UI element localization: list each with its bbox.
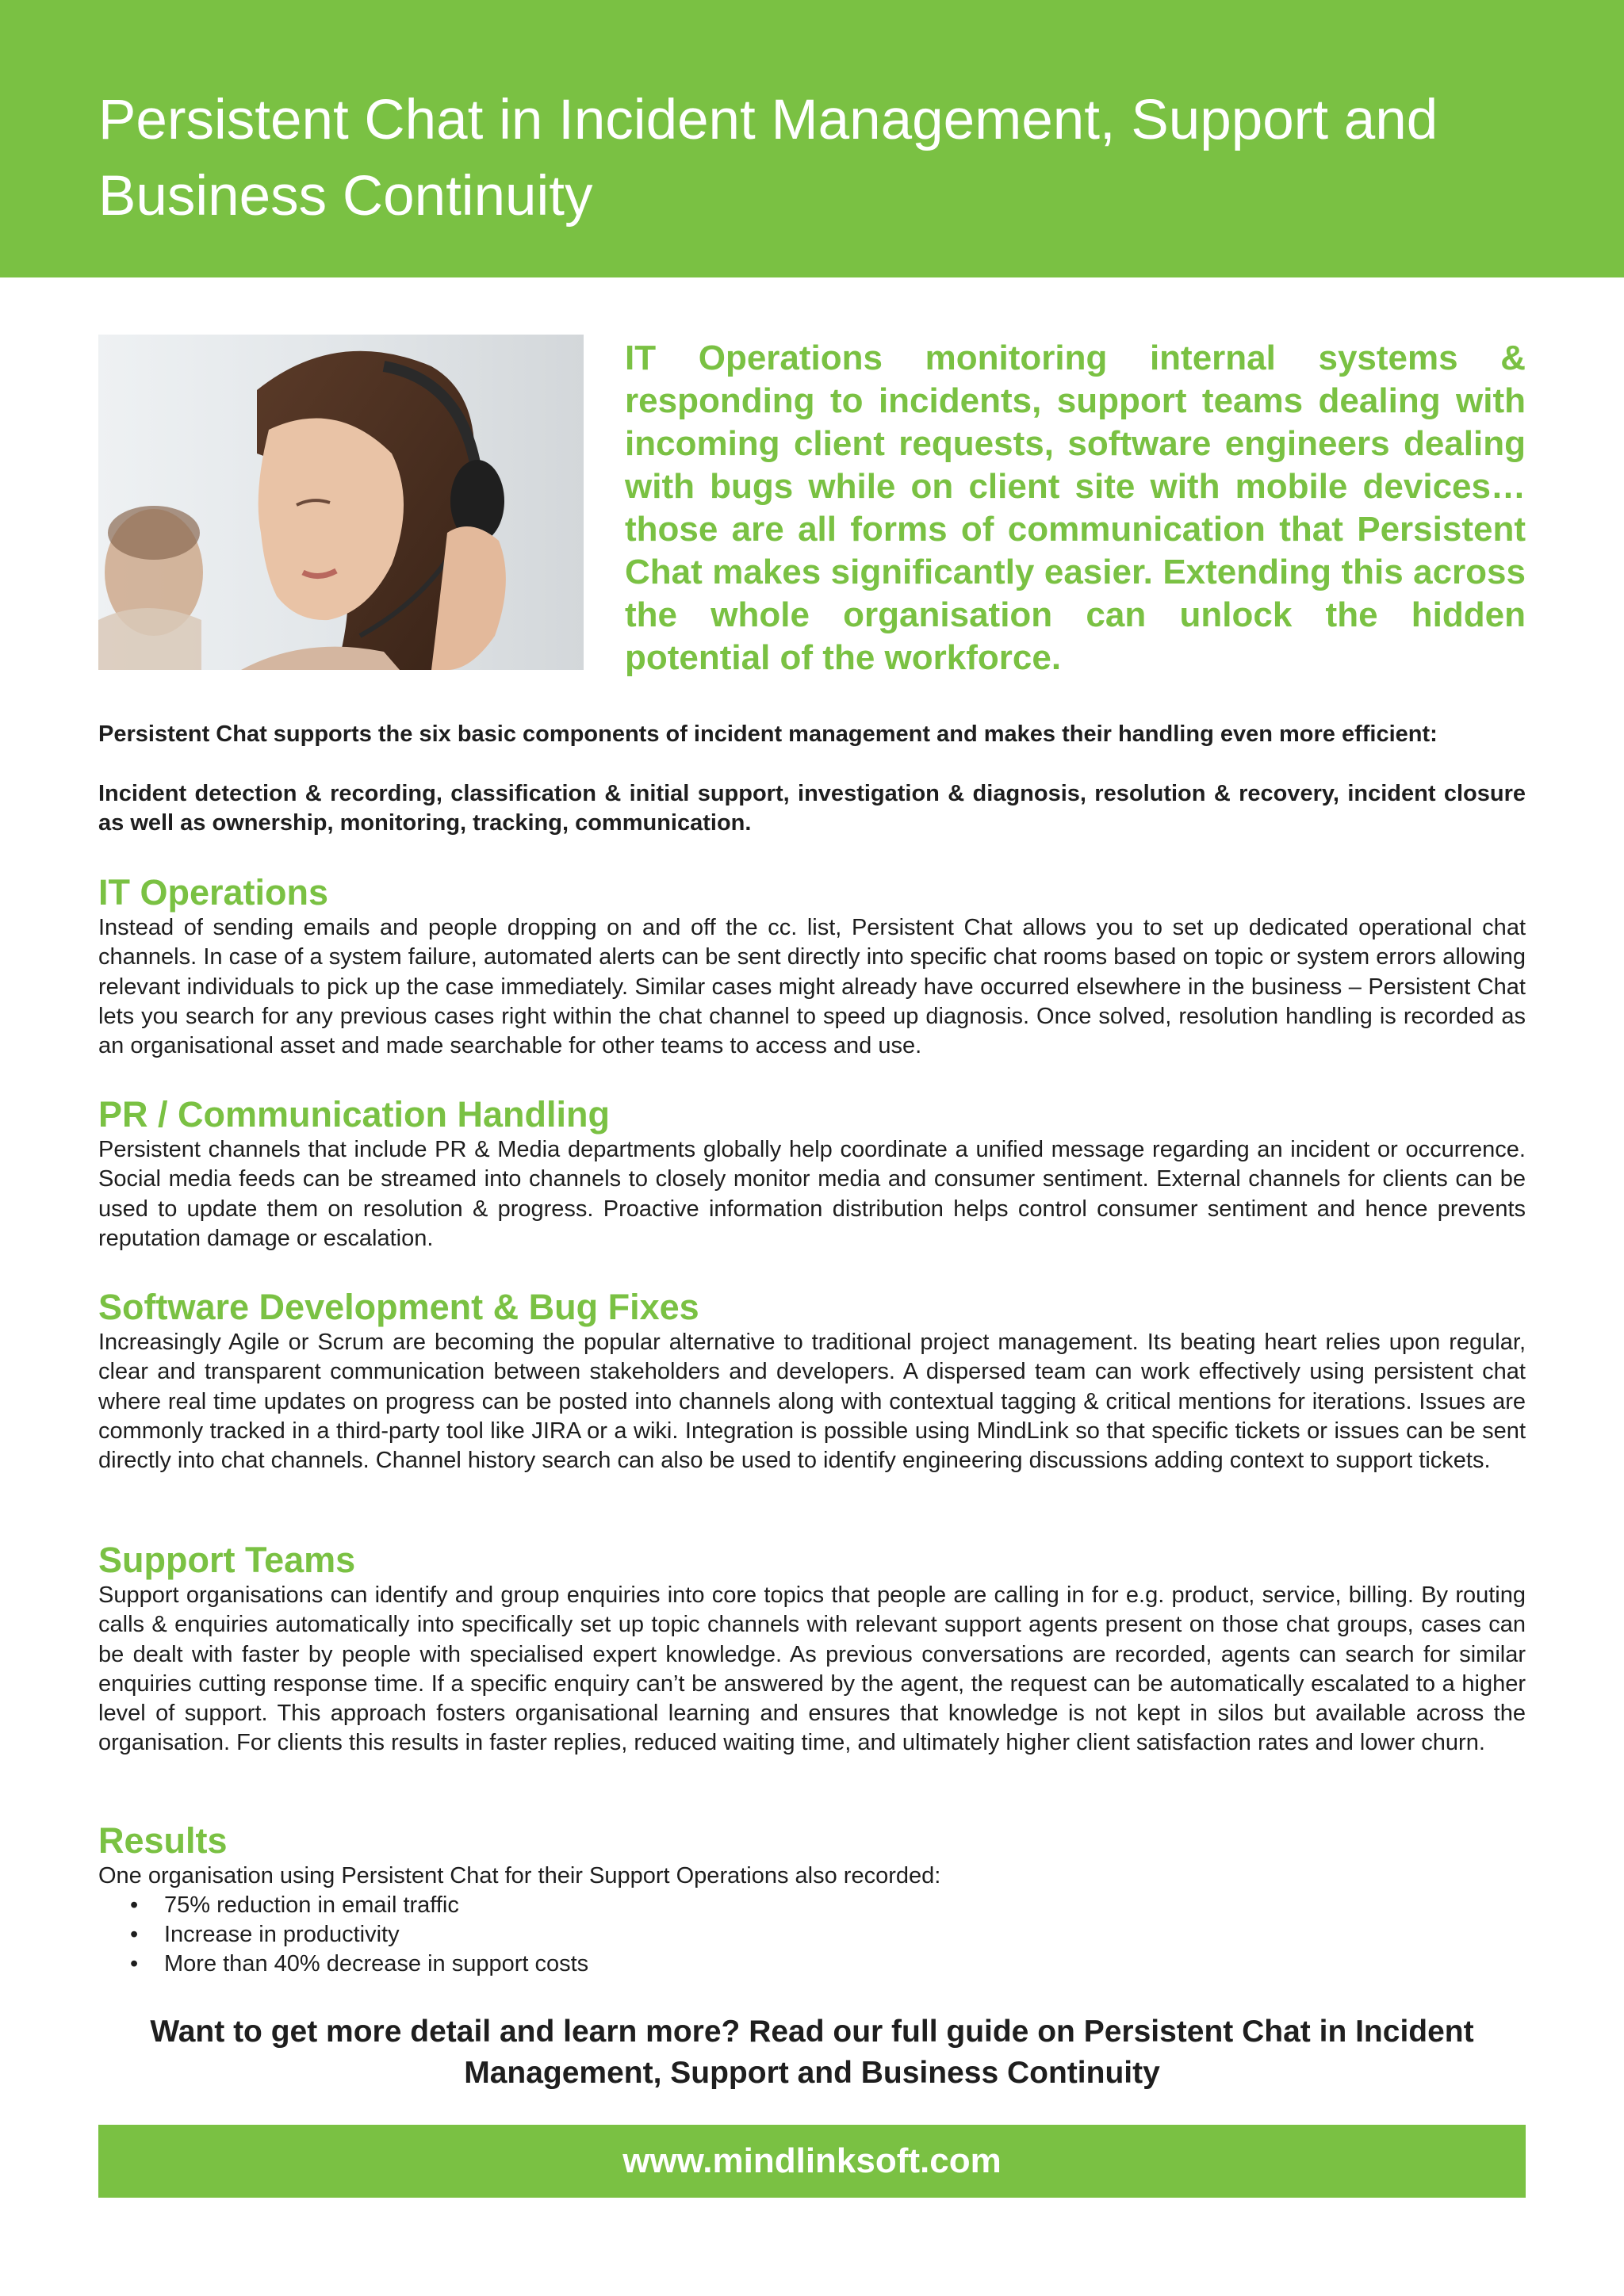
intro-highlight: IT Operations monitoring internal systems & responding to incidents, support teams dealing with incoming client requests, software engineers dealing with bugs while on client site with mobile devices… those are all forms of communication that Persistent Chat makes significantly easier. Extending this across the whole organisation can unlock the hidden potential of the workforce. (625, 339, 1526, 677)
lead-line-2: Incident detection & recording, classification & initial support, investigation & diagnosis, resolution & recovery, incident closure as well as ownership, monitoring, tracking, communication. (98, 781, 1526, 836)
section-support-teams (98, 1540, 1526, 1758)
section-heading: Software Development & Bug Fixes (98, 1287, 699, 1327)
section-heading: Support Teams (98, 1540, 356, 1580)
section-software-development (98, 1287, 1526, 1475)
section-it-operations (98, 872, 1526, 1061)
lead-line-1: Persistent Chat supports the six basic components of incident management and makes their handling even more efficient: (98, 721, 1438, 747)
section-heading: PR / Communication Handling (98, 1094, 611, 1135)
header-banner (0, 0, 1624, 277)
list-item: • 75% reduction in email traffic (98, 1891, 1526, 1920)
website-link[interactable]: www.mindlinksoft.com (622, 2141, 1002, 2180)
results-list (98, 1891, 1526, 1979)
section-body: Persistent channels that include PR & Media departments globally help coordinate a unified message regarding an incident or occurrence. Social media feeds can be streamed into channels to closely monitor media and consumer sentiment. External channels for clients can be used to update them on resolution & progress. Proactive information distribution helps control consumer sentiment and hence prevents reputation damage or escalation. (98, 1137, 1526, 1251)
section-body: Support organisations can identify and group enquiries into core topics that people are calling in for e.g. product, service, billing. By routing calls & enquiries automatically into specifically set up topic channels with relevant support agents present on those chat groups, cases can be dealt with faster by people with specialised expert knowledge. As previous conversations are recorded, agents can search for similar enquiries cutting response time. If a specific enquiry can’t be answered by the agent, the request can be automatically escalated to a higher level of support. This approach fosters organisational learning and ensures that knowledge is not kept in silos but available across the organisation. For clients this results in faster replies, reduced waiting time, and ultimately higher client satisfaction rates and lower churn. (98, 1582, 1526, 1756)
section-body: Instead of sending emails and people dropping on and off the cc. list, Persistent Chat allows you to set up dedicated operational chat channels. In case of a system failure, automated alerts can be sent directly into specific chat rooms based on topic or system errors allowing relevant individuals to pick up the case immediately. Similar cases might already have occurred elsewhere in the business – Persistent Chat lets you search for any previous cases right within the chat channel to speed up diagnosis. Once solved, resolution handling is recorded as an organisational asset and made searchable for other teams to access and use. (98, 915, 1526, 1059)
section-body: Increasingly Agile or Scrum are becoming the popular alternative to traditional project management. Its beating heart relies upon regular, clear and transparent communication between stakeholders and developers. A dispersed team can work effectively using persistent chat where real time updates on progress can be posted into channels along with contextual tagging & critical mentions for iterations. Issues are commonly tracked in a third-party tool like JIRA or a wiki. Integration is possible using MindLink so that specific tickets or issues can be sent directly into chat channels. Channel history search can also be used to identify engineering discussions adding context to support tickets. (98, 1330, 1526, 1474)
section-heading: IT Operations (98, 872, 329, 913)
headset-agent-photo (98, 335, 584, 670)
call-to-action: Want to get more detail and learn more? Read our full guide on Persistent Chat in Incident Management, Support and Business Continuity (150, 2015, 1474, 2090)
results-intro: One organisation using Persistent Chat for their Support Operations also recorded: (98, 1863, 941, 1888)
page-title: Persistent Chat in Incident Management, Support and Business Continuity (98, 89, 1438, 228)
section-pr-communication (98, 1094, 1526, 1253)
footer-bar (98, 2125, 1526, 2198)
list-item: • Increase in productivity (98, 1920, 1526, 1950)
section-heading: Results (98, 1820, 228, 1861)
headset-agent-illustration (98, 335, 584, 670)
section-results (98, 1820, 1526, 1979)
list-item: • More than 40% decrease in support costs (98, 1950, 1526, 1979)
